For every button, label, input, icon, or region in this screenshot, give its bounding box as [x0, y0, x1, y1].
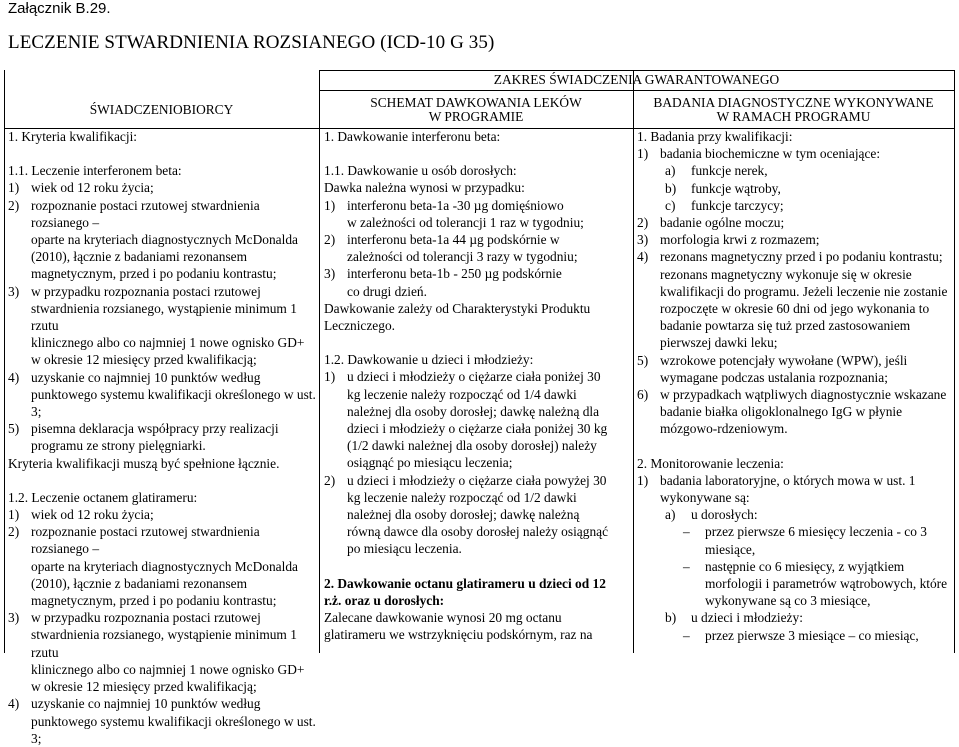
criteria-item-line: (2010), łącznie z badaniami rezonansem	[31, 575, 248, 591]
dose-item-line: równą dawce dla osoby dorosłej należy osiągnąć	[347, 524, 609, 540]
col2-heading: 1. Dawkowanie interferonu beta:	[324, 129, 501, 144]
criteria-item-line: magnetycznym, przed i po podaniu kontrastu;	[31, 593, 277, 609]
item-number: 4)	[8, 369, 20, 385]
criteria-item-line: (2010), łącznie z badaniami rezonansem	[31, 249, 248, 265]
criteria-item-line: wiek od 12 roku życia;	[31, 507, 154, 523]
criteria-item	[8, 179, 318, 196]
subitem-letter: c)	[665, 197, 676, 213]
item-number: 2)	[8, 197, 20, 213]
col2-header-line2: W PROGRAMIE	[428, 109, 524, 124]
item-number: 5)	[637, 352, 649, 368]
dose-text-line: glatirameru we wstrzyknięciu podskórnym, raz na	[324, 627, 593, 643]
col3-content	[637, 128, 953, 644]
criteria-item-line: punktowego systemu kwalifikacji określonego w ust. 3;	[31, 713, 316, 746]
monitor-subitem	[637, 609, 953, 626]
table-right-border	[954, 70, 955, 653]
test-item	[637, 231, 953, 248]
criteria-item-line: programu ze strony pielęgniarki.	[31, 438, 206, 454]
dose-item	[324, 197, 632, 231]
test-item-line: rozpoczęte w okresie 60 dni od jego wykonania to	[660, 301, 930, 317]
item-number: 1)	[8, 180, 20, 196]
spacer	[324, 558, 632, 575]
monitor-dash-item	[637, 627, 953, 644]
subitem-text: u dzieci i młodzieży:	[691, 610, 803, 626]
col1-content	[8, 128, 318, 747]
item-number: 3)	[8, 610, 20, 626]
item-number: 4)	[637, 249, 649, 265]
dose-text-line: Zalecane dawkowanie wynosi 20 mg octanu	[324, 610, 562, 626]
item-number: 2)	[324, 472, 336, 488]
criteria-item-line: pisemna deklaracja współpracy przy realizacji	[31, 421, 279, 437]
criteria-note: Kryteria kwalifikacji muszą być spełnione łącznie.	[8, 455, 280, 471]
subitem-letter: a)	[665, 163, 676, 179]
criteria-item-line: rozpoznanie postaci rzutowej stwardnienia rozsianego –	[31, 197, 260, 230]
col3-header	[633, 96, 954, 124]
test-item	[637, 214, 953, 231]
criteria-item-line: klinicznego albo co najmniej 1 nowe ognisko GD+	[31, 661, 305, 677]
criteria-item-line: oparte na kryteriach diagnostycznych McDonalda	[31, 232, 298, 248]
dose-item	[324, 231, 632, 265]
monitor-item	[637, 472, 953, 506]
test-item-line: wzrokowe potencjały wywołane (WPW), jeśli	[660, 352, 908, 368]
dose-intro: Dawka należna wynosi w przypadku:	[324, 180, 525, 196]
dose-item-line: u dzieci i młodzieży o ciężarze ciała poniżej 30	[347, 369, 601, 385]
item-number: 1)	[637, 472, 649, 488]
criteria-item-line: uzyskanie co najmniej 10 punktów według	[31, 696, 261, 712]
dose-item-line: w zależności od tolerancji 1 raz w tygodniu;	[347, 214, 584, 230]
subitem-text: funkcje wątroby,	[691, 180, 781, 196]
table-left-border	[4, 70, 5, 653]
test-item-line: rezonans magnetyczny wykonuje się w okresie	[660, 266, 912, 282]
dash-line: przez pierwsze 6 miesięcy leczenia - co 3	[705, 524, 927, 540]
col2-header	[319, 96, 633, 124]
item-number: 3)	[8, 283, 20, 299]
item-number: 4)	[8, 696, 20, 712]
zakres-header: ZAKRES ŚWIADCZENIA GWARANTOWANEGO	[493, 72, 780, 87]
test-item	[637, 352, 953, 386]
item-number: 2)	[324, 232, 336, 248]
subitem-letter: a)	[665, 507, 676, 523]
dose-item-line: należnej dla osoby dorosłej; dawkę należną	[347, 507, 580, 523]
criteria-item-line: w przypadku rozpoznania postaci rzutowej	[31, 610, 261, 626]
test-item-subitem	[637, 162, 953, 179]
dose-item-line: interferonu beta-1b - 250 µg podskórnie	[347, 266, 562, 282]
col3-header-line2: W RAMACH PROGRAMU	[716, 109, 871, 124]
test-item-line: morfologia krwi z rozmazem;	[660, 232, 820, 248]
dose-item-line: należnej dla osoby dorosłej; dawkę należną dla	[347, 403, 600, 419]
item-number: 5)	[8, 421, 20, 437]
spacer	[8, 145, 318, 162]
monitor-subitem	[637, 506, 953, 523]
criteria-item-line: oparte na kryteriach diagnostycznych McDonalda	[31, 558, 298, 574]
spacer	[324, 334, 632, 351]
dose-item-line: u dzieci i młodzieży o ciężarze ciała powyżej 30	[347, 472, 607, 488]
monitor-item-line: wykonywane są:	[660, 490, 750, 506]
dose-item-line: zależności od tolerancji 3 razy w tygodniu;	[347, 249, 578, 265]
criteria-item-line: rozpoznanie postaci rzutowej stwardnienia rozsianego –	[31, 524, 260, 557]
dose-item	[324, 368, 632, 471]
dash-line: przez pierwsze 3 miesiące – co miesiąc,	[705, 627, 919, 643]
criteria-item-line: wiek od 12 roku życia;	[31, 180, 154, 196]
spacer	[637, 438, 953, 455]
test-item-subitem	[637, 197, 953, 214]
zakres-divider	[319, 90, 954, 91]
section-title: 1.2. Leczenie octanem glatirameru:	[8, 489, 198, 505]
criteria-item-line: stwardnienia rozsianego, wystąpienie minimum 1 rzutu	[31, 627, 297, 660]
dose-item-line: co drugi dzień.	[347, 283, 427, 299]
criteria-item	[8, 506, 318, 523]
dose-item-line: osiągnąć po miesiącu leczenia;	[347, 455, 513, 471]
program-table	[4, 70, 955, 746]
criteria-item-line: klinicznego albo co najmniej 1 nowe ognisko GD+	[31, 335, 305, 351]
section-title-line: r.ż. oraz u dorosłych:	[324, 592, 445, 608]
criteria-item-line: uzyskanie co najmniej 10 punktów według	[31, 369, 261, 385]
section-title-line: 2. Dawkowanie octanu glatirameru u dzieci od 12	[324, 575, 606, 591]
col3-heading: 1. Badania przy kwalifikacji:	[637, 129, 793, 144]
test-item-line: pierwszej dawki leku;	[660, 335, 778, 351]
dose-item	[324, 265, 632, 299]
criteria-item	[8, 695, 318, 747]
item-number: 2)	[8, 524, 20, 540]
item-number: 1)	[324, 369, 336, 385]
subitem-letter: b)	[665, 610, 677, 626]
subitem-letter: b)	[665, 180, 677, 196]
test-item-line: kwalifikacji do programu. Jeżeli leczenie nie zostanie	[660, 283, 948, 299]
test-item-line: mózgowo-rdzeniowym.	[660, 421, 788, 437]
dash-marker: –	[683, 627, 690, 643]
subitem-text: funkcje nerek,	[691, 163, 768, 179]
column-divider-1	[319, 70, 320, 653]
item-number: 3)	[637, 232, 649, 248]
criteria-item	[8, 420, 318, 454]
dose-note-line: Dawkowanie zależy od Charakterystyki Produktu	[324, 300, 591, 316]
spacer	[324, 145, 632, 162]
dose-item-line: kg leczenie należy rozpocząć od 1/2 dawki	[347, 489, 577, 505]
item-number: 6)	[637, 387, 649, 403]
monitor-item-line: badania laboratoryjne, o których mowa w ust. 1	[660, 472, 916, 488]
col1-header: ŚWIADCZENIOBIORCY	[89, 102, 234, 117]
section-title: 1.2. Dawkowanie u dzieci i młodzieży:	[324, 352, 534, 368]
item-number: 3)	[324, 266, 336, 282]
test-item-line: w przypadkach wątpliwych diagnostycznie wskazane	[660, 387, 947, 403]
test-item	[637, 248, 953, 351]
col1-heading: 1. Kryteria kwalifikacji:	[8, 129, 138, 144]
dash-line: morfologii i parametrów wątrobowych, które	[705, 576, 948, 592]
criteria-item-line: w okresie 12 miesięcy przed kwalifikacją;	[31, 679, 257, 695]
section-title: 1.1. Leczenie interferonem beta:	[8, 163, 182, 179]
document-title: LECZENIE STWARDNIENIA ROZSIANEGO (ICD-10 G 35)	[8, 32, 495, 53]
test-item-line: rezonans magnetyczny przed i po podaniu kontrastu;	[660, 249, 943, 265]
item-number: 1)	[637, 146, 649, 162]
dash-line: miesiące,	[705, 541, 756, 557]
col2-header-line1: SCHEMAT DAWKOWANIA LEKÓW	[370, 95, 582, 110]
dash-line: następnie co 6 miesięcy, z wyjątkiem	[705, 558, 905, 574]
subitem-text: funkcje tarczycy;	[691, 197, 784, 213]
test-item-line: badanie białka oligoklonalnego IgG w płynie	[660, 404, 903, 420]
criteria-item	[8, 369, 318, 421]
dose-item-line: interferonu beta-1a -30 µg domięśniowo	[347, 197, 564, 213]
test-item-line: badania biochemiczne w tym oceniające:	[660, 146, 881, 162]
test-item-line: badanie powtarza się tuż przed zastosowaniem	[660, 318, 911, 334]
dash-marker: –	[683, 558, 690, 574]
test-item	[637, 386, 953, 438]
item-number: 1)	[8, 507, 20, 523]
dose-item	[324, 472, 632, 558]
column-divider-2	[633, 70, 634, 653]
criteria-item	[8, 609, 318, 695]
test-item-line: wymagane podczas ustalania rozpoznania;	[660, 369, 888, 385]
monitor-dash-item	[637, 558, 953, 610]
dash-line: wykonywane są co 3 miesiące,	[705, 593, 871, 609]
dose-item-line: po miesiącu leczenia.	[347, 541, 462, 557]
item-number: 1)	[324, 197, 336, 213]
criteria-item-line: punktowego systemu kwalifikacji określonego w ust. 3;	[31, 386, 316, 420]
criteria-item-line: stwardnienia rozsianego, wystąpienie minimum 1 rzutu	[31, 300, 297, 334]
criteria-item-line: magnetycznym, przed i po podaniu kontrastu;	[31, 266, 277, 282]
criteria-item	[8, 197, 318, 283]
item-number: 2)	[637, 215, 649, 231]
col2-content	[324, 128, 632, 643]
criteria-item-line: w okresie 12 miesięcy przed kwalifikacją;	[31, 352, 257, 368]
table-top-border	[319, 70, 955, 71]
criteria-item-line: w przypadku rozpoznania postaci rzutowej	[31, 283, 261, 299]
monitor-dash-item	[637, 523, 953, 557]
col3-header-line1: BADANIA DIAGNOSTYCZNE WYKONYWANE	[653, 95, 934, 110]
dose-item-line: dzieci i młodzieży o ciężarze ciała poniżej 30 kg	[347, 421, 608, 437]
dash-marker: –	[683, 524, 690, 540]
criteria-item	[8, 283, 318, 369]
subitem-text: u dorosłych:	[691, 507, 758, 523]
spacer	[8, 472, 318, 489]
dose-item-line: (1/2 dawki należnej dla osoby dorosłej) należy	[347, 438, 597, 454]
attachment-label: Załącznik B.29.	[8, 0, 111, 17]
dose-item-line: kg leczenie należy rozpocząć od 1/4 dawki	[347, 386, 577, 402]
section-title: 1.1. Dawkowanie u osób dorosłych:	[324, 163, 517, 179]
section-title: 2. Monitorowanie leczenia:	[637, 455, 784, 471]
test-item-subitem	[637, 180, 953, 197]
test-item-line: badanie ogólne moczu;	[660, 215, 785, 231]
criteria-item	[8, 523, 318, 609]
dose-item-line: interferonu beta-1a 44 µg podskórnie w	[347, 232, 560, 248]
dose-note-line: Leczniczego.	[324, 318, 395, 334]
test-item	[637, 145, 953, 162]
